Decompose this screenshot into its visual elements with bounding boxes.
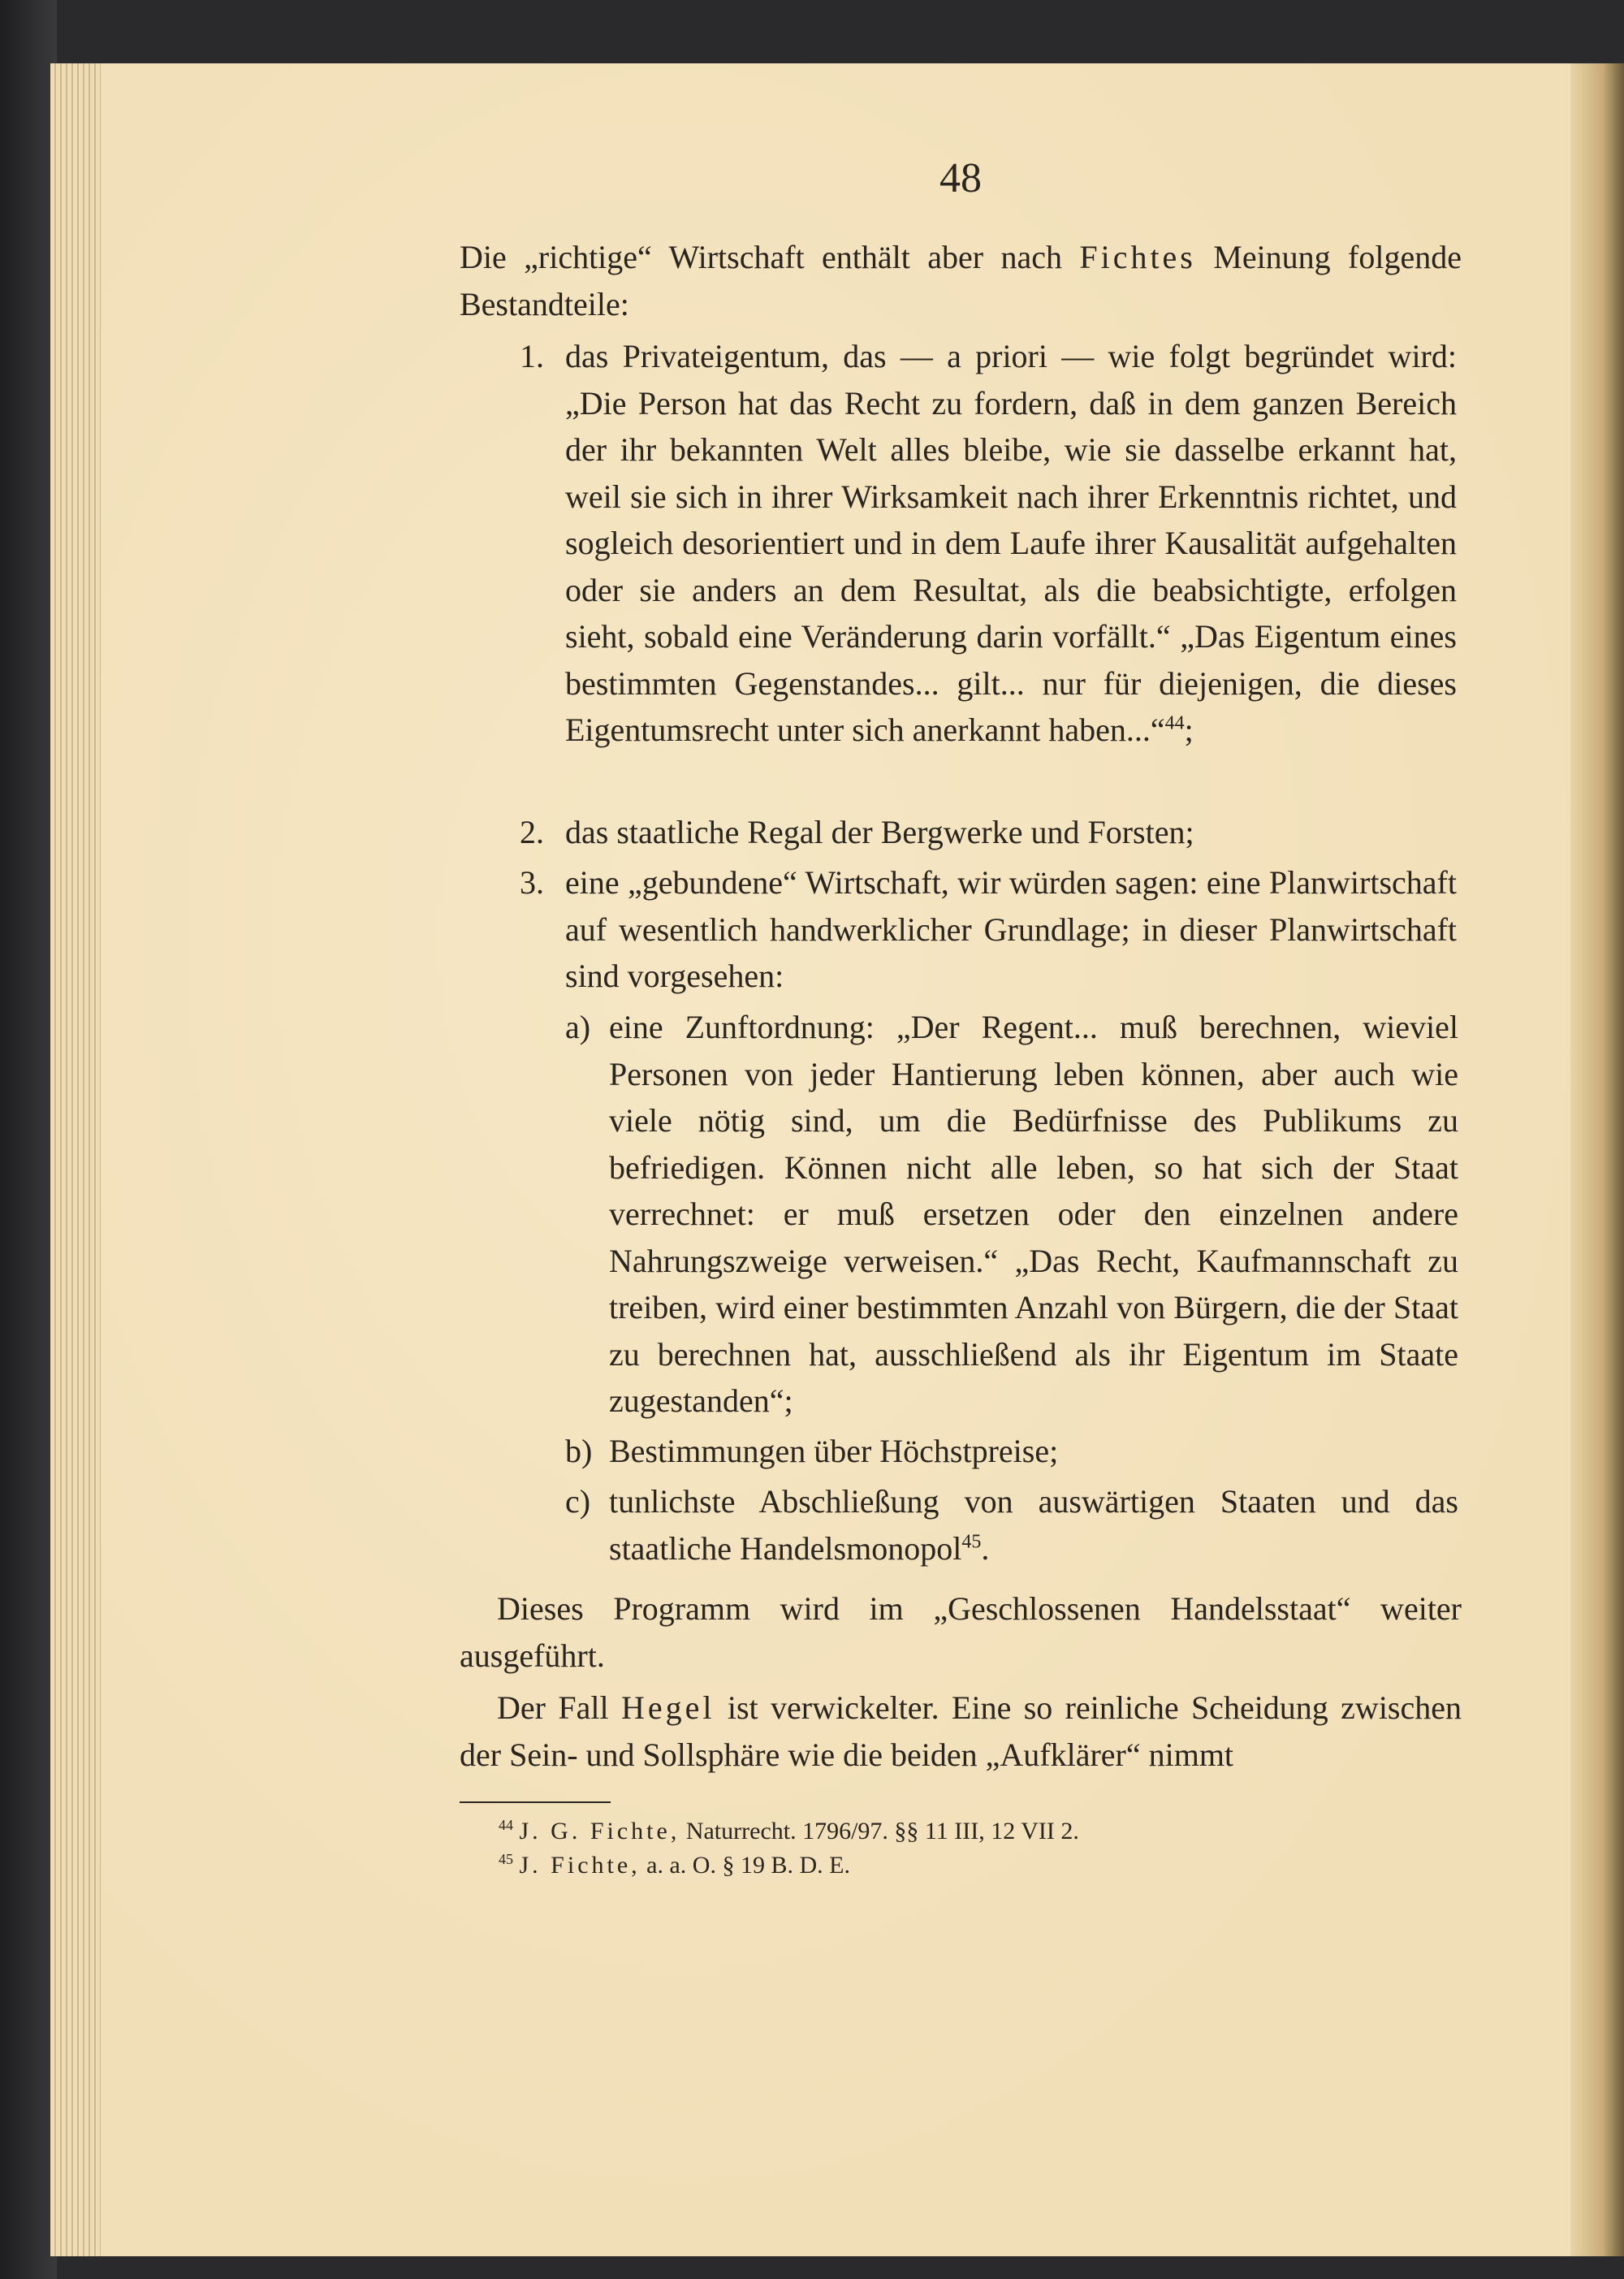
footnote-ref-44: 44: [1164, 712, 1185, 734]
sub-item-text: Bestimmungen über Höchstpreise;: [609, 1433, 1059, 1469]
program-paragraph: Dieses Programm wird im „Geschlossenen Handelsstaat“ weiter ausgeführt.: [460, 1590, 1462, 1674]
footnotes: [499, 1814, 1432, 1883]
scan-background: [0, 0, 57, 2279]
footnote-number: 45: [499, 1851, 513, 1867]
intro-name: Fichtes: [1079, 239, 1196, 275]
list-item-text-body: das Privateigentum, das — a priori — wie folgt begründet wird: „Die Person hat das Recht zu fordern, daß in dem ganzen Bereich der ihr bekannten Welt alles bleibe, wie sie dasselbe erkannt hat, weil sie sich in ihrer Wirksamkeit nach ihrer Erkenntnis richtet, und sogleich desorientiert und in dem Laufe ihrer Kausalität aufgehalten oder sie anders an dem Resultat, als die beabsichtigte, erfolgen sieht, sobald eine Veränderung darin vorfällt.“ „Das Eigentum eines bestimmten Gegenstandes... gilt... nur für diejenigen, die dieses Eigentumsrecht unter sich anerkannt haben...“: [565, 338, 1457, 748]
list-item-number: 1.: [520, 338, 544, 374]
footnote-ref-45: 45: [961, 1531, 982, 1553]
sub-item-text: [609, 1478, 1458, 1572]
list-item-suffix: ;: [1184, 711, 1194, 748]
hegel-paragraph: [460, 1684, 1462, 1778]
footnote-45: [499, 1849, 1432, 1883]
footnote-text: a. a. O. § 19 B. D. E.: [640, 1852, 850, 1879]
sub-item-letter: a): [565, 1009, 591, 1045]
list-item-number: 3.: [520, 864, 544, 901]
hegel-name: Hegel: [620, 1689, 715, 1726]
footnote-number: 44: [499, 1817, 513, 1833]
intro-text-before: Die „richtige“ Wirtschaft enthält aber nach: [460, 239, 1080, 275]
list-item-number: 2.: [520, 814, 544, 850]
hegel-text-before: Der Fall: [497, 1689, 621, 1726]
footnote-rule: [460, 1801, 611, 1803]
footnote-44: [499, 1814, 1432, 1849]
intro-text-after: Meinung folgende Bestandteile:: [460, 239, 1462, 322]
sub-item-letter: b): [565, 1433, 593, 1469]
footnote-author: J. Fichte,: [519, 1852, 641, 1879]
footnote-text: Naturrecht. 1796/97. §§ 11 III, 12 VII 2.: [680, 1818, 1079, 1844]
list-item-text: [565, 333, 1457, 754]
hegel-text-after: ist verwickelter. Eine so reinliche Scheidung zwischen der Sein- und Sollsphäre wie die beiden „Aufklärer“ nimmt: [460, 1689, 1462, 1773]
sub-item-letter: c): [565, 1483, 591, 1520]
footnote-author: J. G. Fichte,: [519, 1818, 680, 1844]
intro-paragraph: [460, 234, 1462, 327]
list-item-text: eine „gebundene“ Wirtschaft, wir würden sagen: eine Planwirtschaft auf wesentlich handwerklicher Grundlage; in dieser Planwirtschaft sind vorgesehen:: [565, 864, 1457, 994]
sub-item-suffix: .: [981, 1529, 990, 1567]
page-right-edge: [1570, 63, 1624, 2256]
sub-item-text: eine Zunftordnung: „Der Regent... muß berechnen, wieviel Personen von jeder Hantierung leben können, aber auch wie viele nötig sind, um die Bedürfnisse des Publikums zu befriedigen. Können nicht alle leben, so hat sich der Staat verrechnet: er muß ersetzen oder den einzelnen andere Nahrungszweige verweisen.“ „Das Recht, Kaufmannschaft zu treiben, wird einer bestimmten Anzahl von Bürgern, die der Staat zu berechnen hat, ausschließend als ihr Eigentum im Staate zugestanden“;: [609, 1009, 1458, 1419]
sub-item-text-body: tunlichste Abschließung von auswärtigen Staaten und das staatliche Handelsmonopol: [609, 1483, 1458, 1567]
page-stack-edge: [50, 63, 101, 2256]
page-number: 48: [939, 155, 982, 201]
list-item-text: das staatliche Regal der Bergwerke und Forsten;: [565, 814, 1194, 850]
